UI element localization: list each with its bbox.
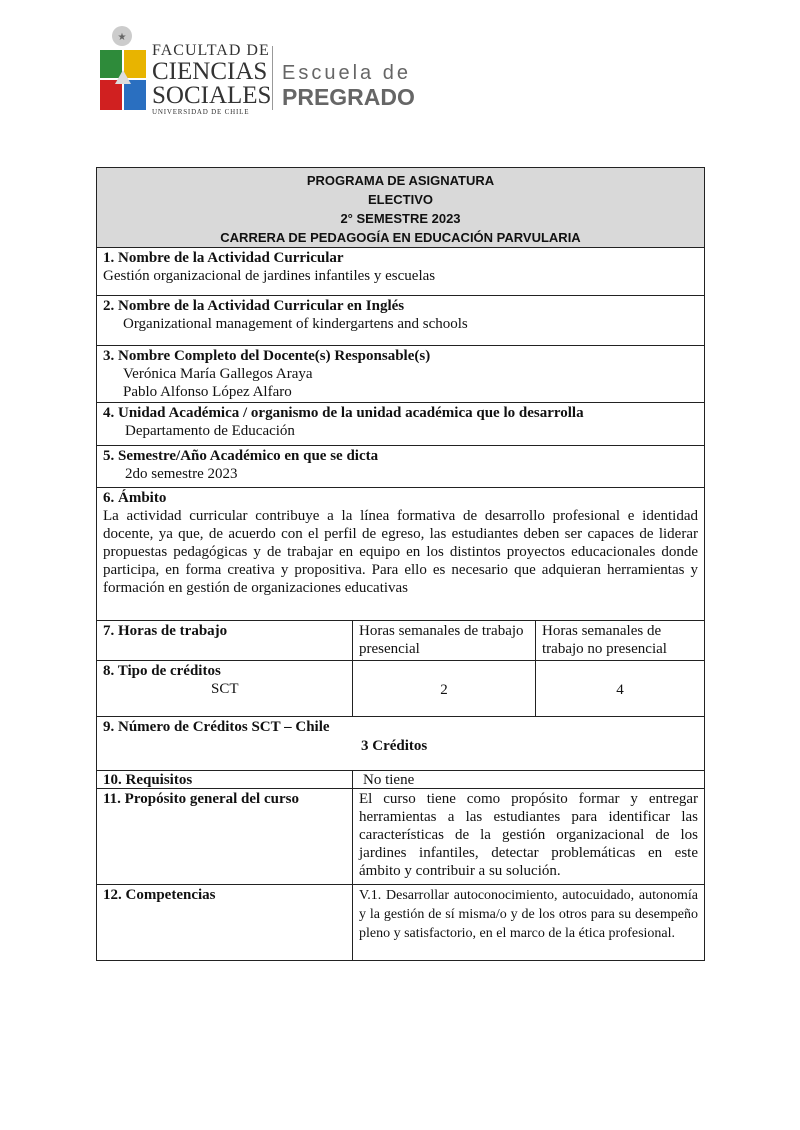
header-semester: 2° SEMESTRE 2023 [340, 211, 461, 226]
section-2-value: Organizational management of kindergartens and schools [123, 316, 468, 332]
header-type: ELECTIVO [367, 192, 433, 207]
section-1 [96, 247, 705, 296]
section-4-value: Departamento de Educación [125, 423, 295, 439]
section-1-value: Gestión organizacional de jardines infantiles y escuelas [103, 268, 436, 284]
section-9-label: 9. Número de Créditos SCT – Chile [103, 719, 330, 735]
section-5-label: 5. Semestre/Año Académico en que se dicta [103, 448, 379, 464]
section-12-value: V.1. Desarrollar autoconocimiento, autocuidado, autonomía y la gestión de sí misma/o y de los otros para su desempeño pleno y satisfactorio, en el marco de la ética profesional. [352, 884, 705, 961]
header-career: CARRERA DE PEDAGOGÍA EN EDUCACIÓN PARVULARIA [220, 230, 581, 245]
hours-presencial-header: Horas semanales de trabajo presencial [352, 620, 536, 661]
hours-no-presencial-value: 4 [535, 660, 705, 717]
section-10-value: No tiene [352, 770, 705, 789]
section-9-value: 3 Créditos [361, 738, 428, 754]
school-line1: Escuela de [282, 62, 411, 84]
section-11-label: 11. Propósito general del curso [96, 788, 353, 885]
section-9 [96, 716, 705, 771]
credit-type: SCT [211, 681, 239, 697]
logo-line4: UNIVERSIDAD DE CHILE [152, 108, 250, 116]
program-header [96, 167, 705, 248]
hours-presencial-value: 2 [352, 660, 536, 717]
section-11-value: El curso tiene como propósito formar y entregar herramientas a las estudiantes para identificar las características de la gestión organizacional de los jardines infantiles, detectar problemáticas en este ámbito y contribuir a su solución. [352, 788, 705, 885]
section-3-teacher-2: Pablo Alfonso López Alfaro [123, 384, 292, 400]
section-3 [96, 345, 705, 403]
section-4 [96, 402, 705, 446]
section-12-label: 12. Competencias [96, 884, 353, 961]
section-7-label: 7. Horas de trabajo [96, 620, 353, 661]
section-2 [96, 295, 705, 346]
section-5 [96, 445, 705, 488]
svg-text:★: ★ [117, 32, 127, 43]
section-8-label: 8. Tipo de créditos [103, 663, 221, 679]
section-8 [96, 660, 353, 717]
logo-line1: FACULTAD DE [152, 42, 270, 59]
section-5-value: 2do semestre 2023 [125, 466, 238, 482]
section-6 [96, 487, 705, 621]
section-6-label: 6. Ámbito [103, 490, 167, 506]
section-1-label: 1. Nombre de la Actividad Curricular [103, 250, 344, 266]
section-3-teacher-1: Verónica María Gallegos Araya [123, 366, 313, 382]
hours-no-presencial-header: Horas semanales de trabajo no presencial [535, 620, 705, 661]
section-3-label: 3. Nombre Completo del Docente(s) Responsable(s) [103, 348, 431, 364]
section-4-label: 4. Unidad Académica / organismo de la unidad académica que lo desarrolla [103, 405, 584, 421]
logo-line3: SOCIALES [152, 82, 272, 109]
faculty-logo [96, 24, 426, 116]
logo-line2: CIENCIAS [152, 58, 268, 85]
school-line2: PREGRADO [282, 84, 415, 110]
university-crest-icon [96, 24, 156, 116]
section-10-label: 10. Requisitos [96, 770, 353, 789]
header-title: PROGRAMA DE ASIGNATURA [306, 173, 495, 188]
section-6-value: La actividad curricular contribuye a la línea formativa de desarrollo profesional e identidad docente, ya que, de acuerdo con el perfil de egreso, las estudiantes deben ser capaces de liderar propuestas pedagógicas y de trabajar en equipo en los distintos proyectos educacionales donde participa, en forma creativa y propositiva. Para ello es necesario que adquieran herramientas y formación en gestión de organizaciones educativas [103, 508, 698, 596]
section-2-label: 2. Nombre de la Actividad Curricular en Inglés [103, 298, 405, 314]
